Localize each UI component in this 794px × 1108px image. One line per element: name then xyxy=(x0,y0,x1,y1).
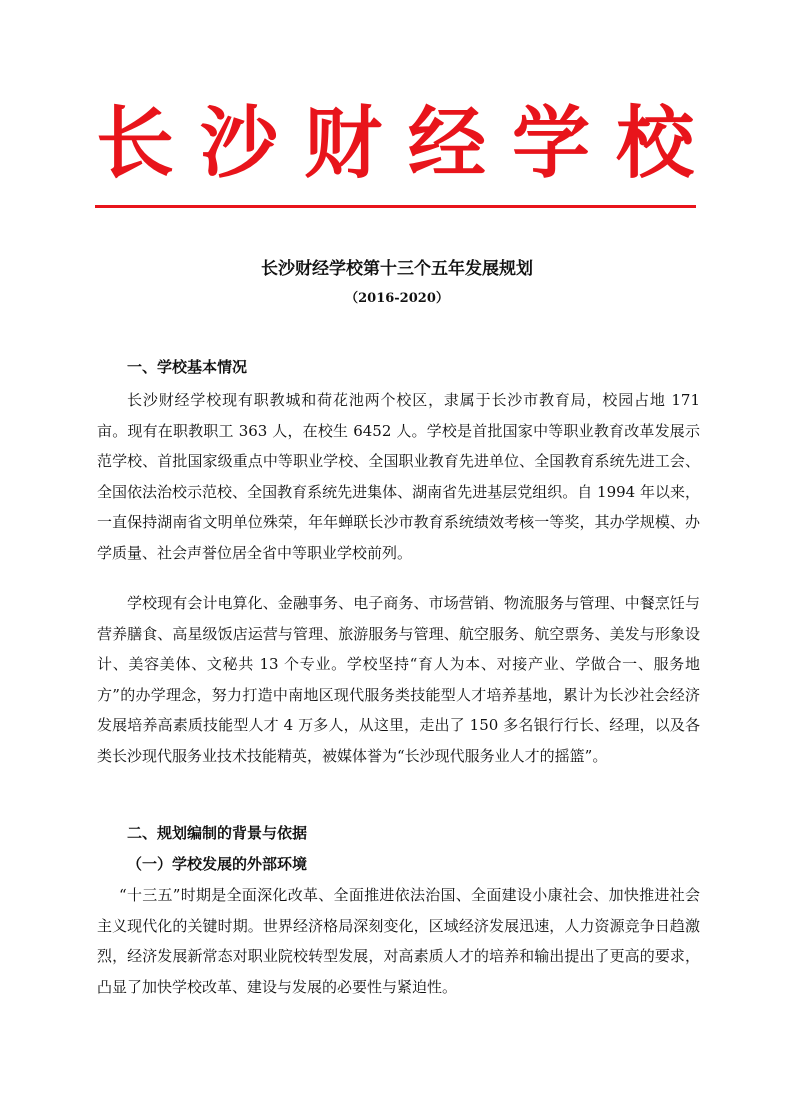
subsection-heading-external-environment: （一）学校发展的外部环境 xyxy=(127,855,308,873)
document-title: 长沙财经学校第十三个五年发展规划 xyxy=(261,259,533,279)
paragraph-external-environment: “十三五”时期是全面深化改革、全面推进依法治国、全面建设小康社会、加快推进社会主义现代化的关键时期。世界经济格局深刻变化，区域经济发展迅速，人力资源竞争日趋激烈，经济发展新常态对职业院校转型发展，对高素质人才的培养和输出提出了更高的要求，凸显了加快学校改革、建设与发展的必要性与紧迫性。 xyxy=(97,886,700,996)
document-period: （2016-2020） xyxy=(345,291,449,306)
section-heading-basic-info: 一、学校基本情况 xyxy=(127,358,248,376)
masthead-school-name: 长沙财经学校 xyxy=(96,98,721,189)
masthead-divider xyxy=(95,205,696,208)
paragraph-majors: 学校现有会计电算化、金融事务、电子商务、市场营销、物流服务与管理、中餐烹饪与营养膳食、高星级饭店运营与管理、旅游服务与管理、航空服务、航空票务、美发与形象设计、美容美体、文秘共 13 个专业。学校坚持“育人为本、对接产业、学做合一、服务地方”的办学理念，努力打造中南地区现代服务类技能型人才培养基地，累计为长沙社会经济发展培养高素质技能型人才 4 万多人，从这里，走出了 150 多名银行行长、经理，以及各类长沙现代服务业技术技能精英，被媒体誉为“长沙现代服务业人才的摇篮”。 xyxy=(97,594,700,765)
section-heading-background: 二、规划编制的背景与依据 xyxy=(127,824,308,842)
paragraph-school-overview: 长沙财经学校现有职教城和荷花池两个校区，隶属于长沙市教育局，校园占地 171 亩。现有在职教职工 363 人，在校生 6452 人。学校是首批国家中等职业教育改革发展示范学校、首批国家级重点中等职业学校、全国职业教育先进单位、全国教育系统先进工会、全国依法治校示范校、全国教育系统先进集体、湖南省先进基层党组织。自 1994 年以来，一直保持湖南省文明单位殊荣，年年蝉联长沙市教育系统绩效考核一等奖，其办学规模、办学质量、社会声誉位居全省中等职业学校前列。 xyxy=(97,391,700,562)
